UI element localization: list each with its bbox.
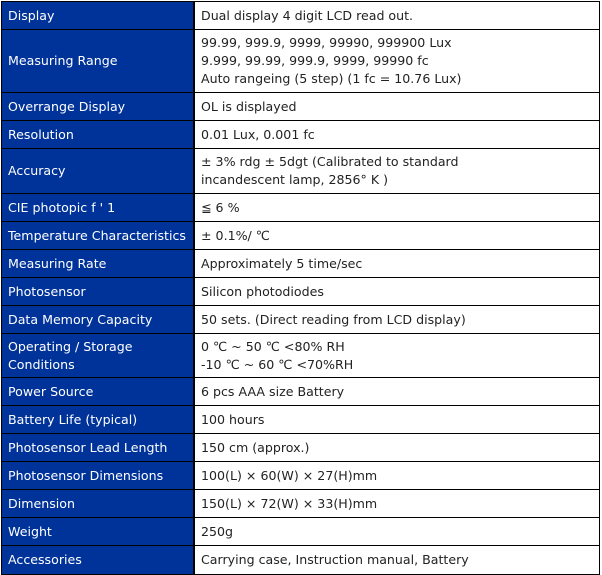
spec-label: [2, 334, 194, 378]
spec-row-operating-storage-conditions: [2, 334, 599, 378]
spec-row-data-memory-capacity: [2, 306, 599, 334]
spec-value: [194, 194, 599, 222]
spec-label: Power Source: [2, 378, 194, 406]
spec-value: [194, 93, 599, 121]
spec-value: [194, 30, 599, 93]
spec-row-resolution: [2, 121, 599, 149]
spec-value-line: ± 3% rdg ± 5dgt (Calibrated to standard: [201, 154, 459, 169]
spec-row-overrange-display: [2, 93, 599, 121]
spec-value-line: 50 sets. (Direct reading from LCD display): [201, 311, 466, 327]
spec-label: Dimension: [2, 490, 194, 518]
spec-value-line: 0.01 Lux, 0.001 fc: [201, 126, 315, 142]
spec-value-line: Silicon photodiodes: [201, 283, 324, 299]
spec-value-line: Auto rangeing (5 step) (1 fc = 10.76 Lux): [201, 71, 462, 86]
spec-label: Measuring Range: [2, 30, 194, 93]
spec-row-display: [2, 2, 599, 30]
spec-row-measuring-range: [2, 30, 599, 93]
spec-label: Overrange Display: [2, 93, 194, 121]
spec-value: [194, 121, 599, 149]
spec-value-line: incandescent lamp, 2856° K ): [201, 172, 389, 187]
spec-label: Display: [2, 2, 194, 30]
spec-value: [194, 490, 599, 518]
spec-row-dimension: [2, 490, 599, 518]
spec-label-line: Conditions: [8, 356, 75, 372]
spec-label: Accessories: [2, 546, 194, 574]
spec-row-temperature-characteristics: [2, 222, 599, 250]
spec-label: Resolution: [2, 121, 194, 149]
spec-label-line: Operating / Storage: [8, 338, 133, 354]
spec-value-line: 100(L) × 60(W) × 27(H)mm: [201, 467, 378, 483]
spec-label: Data Memory Capacity: [2, 306, 194, 334]
spec-value: [194, 546, 599, 574]
spec-label: Weight: [2, 518, 194, 546]
spec-value-line: 250g: [201, 523, 234, 539]
spec-value: [194, 306, 599, 334]
spec-table-body: [2, 2, 599, 574]
spec-value-line: 6 pcs AAA size Battery: [201, 383, 345, 399]
spec-value-line: ± 0.1%/ ℃: [201, 227, 270, 243]
spec-value-line: OL is displayed: [201, 98, 297, 114]
spec-label: Battery Life (typical): [2, 406, 194, 434]
spec-label: Photosensor Lead Length: [2, 434, 194, 462]
spec-value-line: 0 ℃ ~ 50 ℃ <80% RH: [201, 338, 345, 354]
spec-value: [194, 2, 599, 30]
spec-label: Measuring Rate: [2, 250, 194, 278]
spec-row-photosensor-lead-length: [2, 434, 599, 462]
spec-label: Accuracy: [2, 149, 194, 194]
spec-value-line: ≦ 6 %: [201, 199, 240, 215]
spec-row-accessories: [2, 546, 599, 574]
spec-value-line: Carrying case, Instruction manual, Battery: [201, 552, 469, 567]
spec-label: Photosensor: [2, 278, 194, 306]
spec-value: [194, 334, 599, 378]
spec-row-cie-photopic: [2, 194, 599, 222]
spec-value: [194, 149, 599, 194]
spec-table: [1, 1, 600, 575]
spec-value-line: Approximately 5 time/sec: [201, 255, 363, 271]
spec-value: [194, 434, 599, 462]
spec-value-line: 100 hours: [201, 411, 265, 427]
spec-row-weight: [2, 518, 599, 546]
spec-row-photosensor-dimensions: [2, 462, 599, 490]
spec-value: [194, 462, 599, 490]
spec-value-line: 150 cm (approx.): [201, 439, 310, 455]
spec-label: Photosensor Dimensions: [2, 462, 194, 490]
spec-row-measuring-rate: [2, 250, 599, 278]
spec-value-line: 9.999, 99.99, 999.9, 9999, 99990 fc: [201, 53, 429, 68]
spec-value: [194, 406, 599, 434]
spec-value: [194, 250, 599, 278]
spec-value: [194, 518, 599, 546]
spec-value-line: Dual display 4 digit LCD read out.: [201, 7, 414, 23]
spec-value-line: 99.99, 999.9, 9999, 99990, 999900 Lux: [201, 35, 452, 50]
spec-row-accuracy: [2, 149, 599, 194]
spec-label: CIE photopic f ' 1: [2, 194, 194, 222]
spec-row-power-source: [2, 378, 599, 406]
spec-value: [194, 378, 599, 406]
spec-row-photosensor: [2, 278, 599, 306]
spec-value: [194, 222, 599, 250]
spec-label: Temperature Characteristics: [2, 222, 194, 250]
spec-value-line: -10 ℃ ~ 60 ℃ <70%RH: [201, 356, 354, 372]
spec-value-line: 150(L) × 72(W) × 33(H)mm: [201, 495, 378, 511]
spec-value: [194, 278, 599, 306]
spec-row-battery-life: [2, 406, 599, 434]
